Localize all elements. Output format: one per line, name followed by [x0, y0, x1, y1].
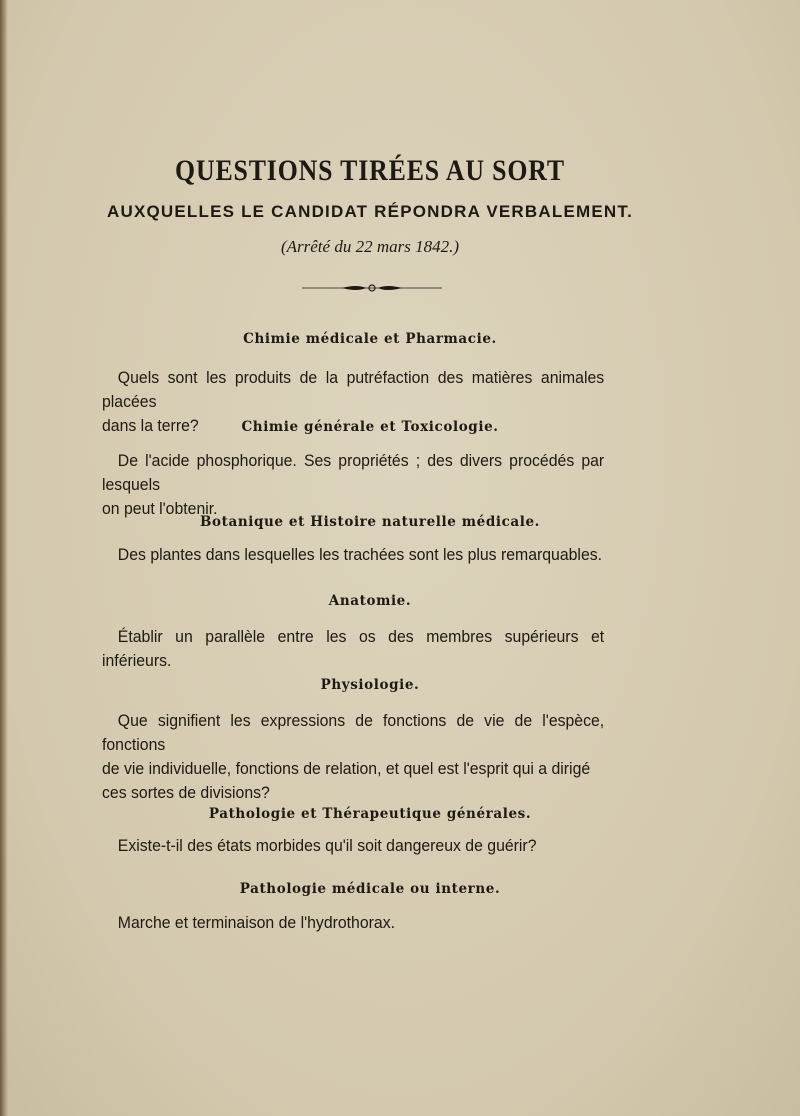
question-line: De l'acide phosphorique. Ses propriétés ; des divers procédés par lesquels [102, 451, 605, 494]
section-heading-botanique: Botanique et Histoire naturelle médicale. [200, 514, 540, 530]
question-line: Existe-t-il des états morbides qu'il soit dangereux de guérir? [117, 836, 537, 855]
question-line: Des plantes dans lesquelles les trachées sont les plus remarquables. [117, 545, 603, 564]
decree-reference: (Arrêté du 22 mars 1842.) [280, 237, 459, 256]
section-heading-anatomie: Anatomie. [328, 593, 412, 609]
question-line: Quels sont les produits de la putréfaction des matières animales placées [102, 368, 605, 411]
question-line: Que signifient les expressions de fonctions de vie de l'espèce, fonctions [102, 711, 605, 754]
ornament-divider [302, 283, 442, 293]
page-binding-edge [0, 0, 8, 1116]
section-heading-physiologie: Physiologie. [320, 677, 420, 693]
section-heading-chimie-medicale: Chimie médicale et Pharmacie. [243, 331, 497, 347]
question-line: dans la terre? [102, 416, 199, 435]
page-title: QUESTIONS TIRÉES AU SORT [175, 154, 565, 187]
page-subtitle: AUXQUELLES LE CANDIDAT RÉPONDRA VERBALEMENT. [107, 202, 633, 221]
question-anatomie [102, 625, 604, 673]
question-chimie-generale [102, 449, 604, 521]
question-line: de vie individuelle, fonctions de relation, et quel est l'esprit qui a dirigé [102, 759, 591, 778]
question-line: Établir un parallèle entre les os des membres supérieurs et inférieurs. [102, 627, 605, 670]
section-heading-pathologie-generale: Pathologie et Thérapeutique générales. [208, 806, 532, 822]
question-line: on peut l'obtenir. [102, 499, 218, 518]
question-line: ces sortes de divisions? [102, 783, 270, 802]
question-line: Marche et terminaison de l'hydrothorax. [117, 913, 396, 932]
question-botanique [102, 543, 604, 567]
question-physiologie [102, 709, 604, 805]
section-heading-chimie-generale: Chimie générale et Toxicologie. [241, 419, 499, 435]
section-heading-pathologie-medicale: Pathologie médicale ou interne. [239, 881, 501, 897]
question-pathologie-generale [102, 834, 604, 858]
question-pathologie-medicale [102, 911, 604, 935]
